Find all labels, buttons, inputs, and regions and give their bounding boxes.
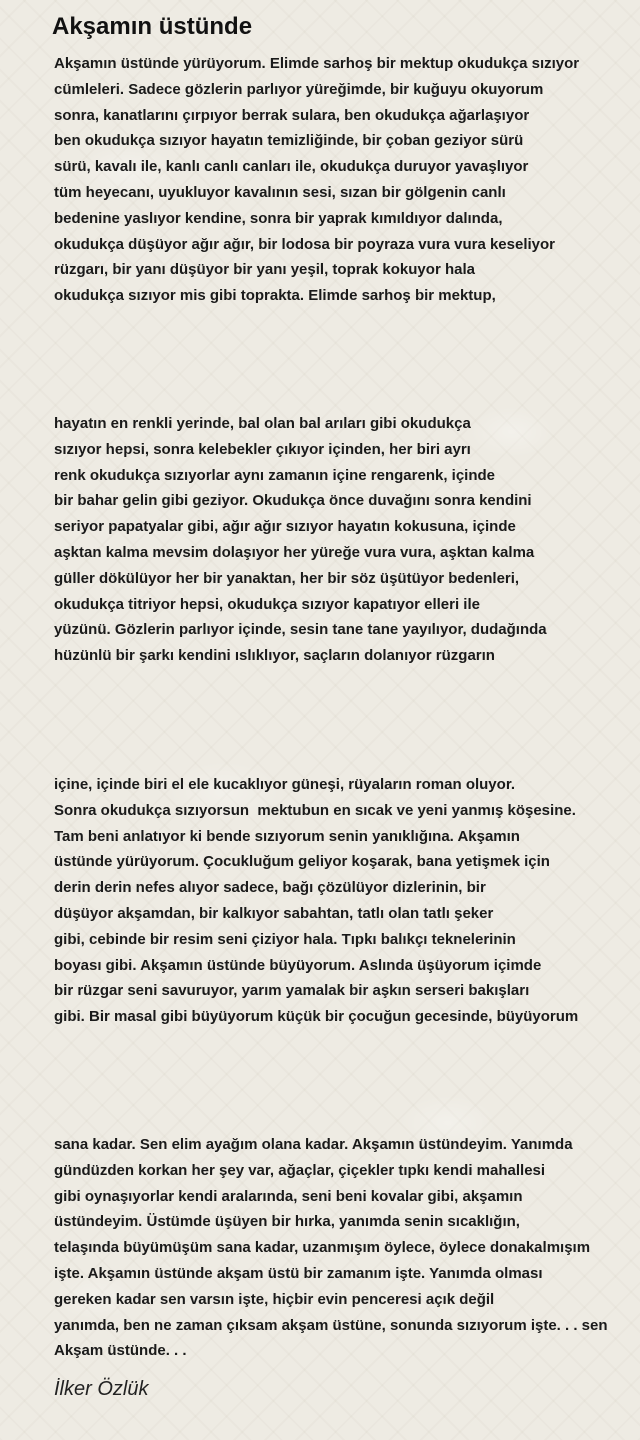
poem-line: içine, içinde biri el ele kucaklıyor güneşi, rüyaların roman oluyor. bbox=[54, 776, 515, 793]
poem-line: düşüyor akşamdan, bir kalkıyor sabahtan, tatlı olan tatlı şeker bbox=[54, 904, 494, 922]
poem-line: gündüzden korkan her şey var, ağaçlar, çiçekler tıpkı kendi mahallesi bbox=[54, 1161, 546, 1179]
poem-line: okudukça düşüyor ağır ağır, bir lodosa bir poyraza vura vura keseliyor bbox=[54, 235, 556, 253]
poem-line: bedenine yaslıyor kendine, sonra bir yaprak kımıldıyor dalında, bbox=[54, 209, 503, 227]
stanza-1 bbox=[54, 51, 640, 309]
poem-line: gibi. Bir masal gibi büyüyorum küçük bir çocuğun gecesinde, büyüyorum bbox=[54, 1008, 579, 1026]
poem-line: renk okudukça sızıyorlar aynı zamanın içine rengarenk, içinde bbox=[54, 466, 495, 484]
poem-line: hayatın en renkli yerinde, bal olan bal arıları gibi okudukça bbox=[54, 415, 471, 432]
poem-line: sonra, kanatlarını çırpıyor berrak sulara, ben okudukça ağarlaşıyor bbox=[54, 106, 530, 124]
poem-title: Akşamın üstünde bbox=[52, 13, 253, 40]
poem-line: aşktan kalma mevsim dolaşıyor her yüreğe vura vura, aşktan kalma bbox=[54, 543, 535, 561]
poem-line: boyası gibi. Akşamın üstünde büyüyorum. Aslında üşüyorum içimde bbox=[54, 956, 542, 974]
stanza-2 bbox=[54, 411, 640, 669]
poem-line: sürü, kavalı ile, kanlı canlı canları ile, okudukça duruyor yavaşlıyor bbox=[54, 158, 529, 176]
poem-line: telaşında büyümüşüm sana kadar, uzanmışım öylece, öylece donakalmışım bbox=[54, 1239, 591, 1257]
poem-line: üstünde yürüyorum. Çocukluğum geliyor koşarak, bana yetişmek için bbox=[54, 853, 550, 871]
author-signature: İlker Özlük bbox=[54, 1378, 149, 1400]
poem-line: üstündeyim. Üstümde üşüyen bir hırka, yanımda senin sıcaklığın, bbox=[54, 1213, 520, 1231]
poem-line: Sonra okudukça sızıyorsun mektubun en sıcak ve yeni yanmış köşesine. bbox=[54, 801, 576, 819]
poem-line: bir bahar gelin gibi geziyor. Okudukça önce duvağını sonra kendini bbox=[54, 492, 532, 510]
poem-line: okudukça titriyor hepsi, okudukça sızıyor kapatıyor elleri ile bbox=[54, 595, 480, 613]
poem-line: Akşam üstünde. . . bbox=[54, 1342, 187, 1360]
poem-line: sana kadar. Sen elim ayağım olana kadar. Akşamın üstündeyim. Yanımda bbox=[54, 1136, 573, 1153]
stanza-4 bbox=[54, 1132, 640, 1364]
poem-line: yüzünü. Gözlerin parlıyor içinde, sesin tane tane yayılıyor, dudağında bbox=[54, 621, 547, 639]
poem-line: sızıyor hepsi, sonra kelebekler çıkıyor içinden, her biri ayrı bbox=[54, 440, 471, 458]
poem-line: gereken kadar sen varsın işte, hiçbir evin penceresi açık değil bbox=[54, 1290, 495, 1308]
poem-line: tüm heyecanı, uyukluyor kavalının sesi, sızan bir gölgenin canlı bbox=[54, 183, 506, 201]
poem-line: gibi oynaşıyorlar kendi aralarında, seni beni kovalar gibi, akşamın bbox=[54, 1187, 523, 1205]
stanza-3 bbox=[54, 772, 640, 1030]
poem-line: cümleleri. Sadece gözlerin parlıyor yüreğimde, bir kuğuyu okuyorum bbox=[54, 80, 544, 98]
poem-line: yanımda, ben ne zaman çıksam akşam üstüne, sonunda sızıyorum işte. . . sen bbox=[54, 1316, 608, 1334]
poem-line: güller dökülüyor her bir yanaktan, her bir söz üşütüyor bedenleri, bbox=[54, 569, 520, 587]
poem-line: hüzünlü bir şarkı kendini ıslıklıyor, saçların dolanıyor rüzgarın bbox=[54, 647, 495, 665]
poem-line: Akşamın üstünde yürüyorum. Elimde sarhoş bir mektup okudukça sızıyor bbox=[54, 55, 580, 72]
poem-line: gibi, cebinde bir resim seni çiziyor hala. Tıpkı balıkçı teknelerinin bbox=[54, 930, 516, 948]
poem-line: derin derin nefes alıyor sadece, bağı çözülüyor dizlerinin, bir bbox=[54, 879, 486, 897]
poem-line: rüzgarı, bir yanı düşüyor bir yanı yeşil, toprak kokuyor hala bbox=[54, 261, 475, 279]
poem-line: Tam beni anlatıyor ki bende sızıyorum senin yanıklığına. Akşamın bbox=[54, 827, 520, 845]
poem-line: okudukça sızıyor mis gibi toprakta. Elimde sarhoş bir mektup, bbox=[54, 287, 496, 305]
poem-line: ben okudukça sızıyor hayatın temizliğinde, bir çoban geziyor sürü bbox=[54, 132, 524, 150]
poem-line: seriyor papatyalar gibi, ağır ağır sızıyor hayatın kokusuna, içinde bbox=[54, 518, 516, 536]
poem-line: bir rüzgar seni savuruyor, yarım yamalak bir aşkın serseri bakışları bbox=[54, 982, 530, 1000]
poem-line: işte. Akşamın üstünde akşam üstü bir zamanım işte. Yanımda olması bbox=[54, 1264, 543, 1282]
